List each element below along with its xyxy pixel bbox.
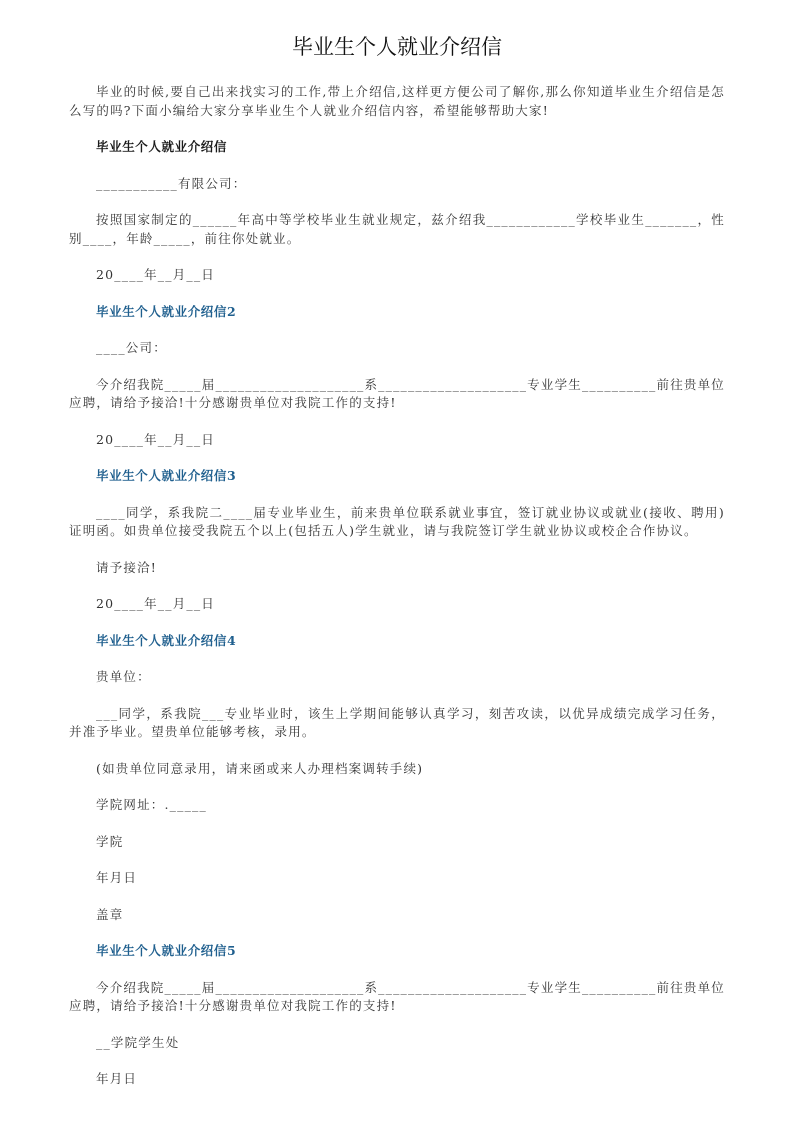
letter-1-recipient: ___________有限公司：	[96, 175, 247, 191]
letter-4-school: 学院	[96, 833, 124, 849]
letter-3-body: ____同学，系我院二____届专业毕业生，前来贵单位联系就业事宜，签订就业协议或就业(接收、聘用)证明函。如贵单位接受我院五个以上(包括五人)学生就业，请与我院签订学生就业协议或校企合作协议。	[69, 504, 725, 538]
letter-2-date: 20____年__月__日	[96, 431, 216, 447]
letter-2-body: 今介绍我院_____届____________________系____________________专业学生__________前往贵单位应聘，请给予接洽!十分感谢贵单位对我院工作的支持!	[69, 376, 725, 410]
letter-1-body: 按照国家制定的______年高中等学校毕业生就业规定，兹介绍我____________学校毕业生_______，性别____，年龄_____，前往你处就业。	[69, 212, 725, 246]
letter-3-date: 20____年__月__日	[96, 596, 216, 611]
letter-3-heading: 毕业生个人就业介绍信3	[96, 468, 237, 483]
letter-1-date: 20____年__月__日	[96, 267, 216, 282]
letter-4-body: ___同学，系我院___专业毕业时，该生上学期间能够认真学习，刻苦攻读，以优异成绩完成学习任务，并准予毕业。望贵单位能够考核，录用。	[69, 705, 725, 739]
letter-5-body: 今介绍我院_____届____________________系____________________专业学生__________前往贵单位应聘，请给予接洽!十分感谢贵单位对我院工作的支持!	[69, 979, 725, 1013]
letter-3-closing: 请予接洽!	[96, 559, 158, 575]
letter-2-recipient: ____公司：	[96, 340, 167, 355]
letter-4-seal: 盖章	[96, 906, 124, 922]
letter-2-heading: 毕业生个人就业介绍信2	[96, 303, 237, 319]
document-title: 毕业生个人就业介绍信	[292, 35, 502, 59]
letter-4-recipient: 贵单位：	[96, 669, 151, 684]
letter-4-heading: 毕业生个人就业介绍信4	[96, 632, 237, 648]
letter-4-date: 年月日	[96, 870, 138, 885]
letter-1-heading: 毕业生个人就业介绍信	[96, 139, 228, 154]
letter-4-website: 学院网址：._____	[96, 797, 207, 812]
letter-4-note: (如贵单位同意录用，请来函或来人办理档案调转手续)	[96, 760, 424, 776]
intro-paragraph: 毕业的时候,要自己出来找实习的工作,带上介绍信,这样更方便公司了解你,那么你知道毕业生介绍信是怎么写的吗?下面小编给大家分享毕业生个人就业介绍信内容，希望能够帮助大家!	[69, 84, 725, 118]
letter-5-heading: 毕业生个人就业介绍信5	[96, 943, 237, 958]
letter-5-date: 年月日	[96, 1071, 138, 1086]
letter-5-sender: __学院学生处	[96, 1034, 180, 1050]
